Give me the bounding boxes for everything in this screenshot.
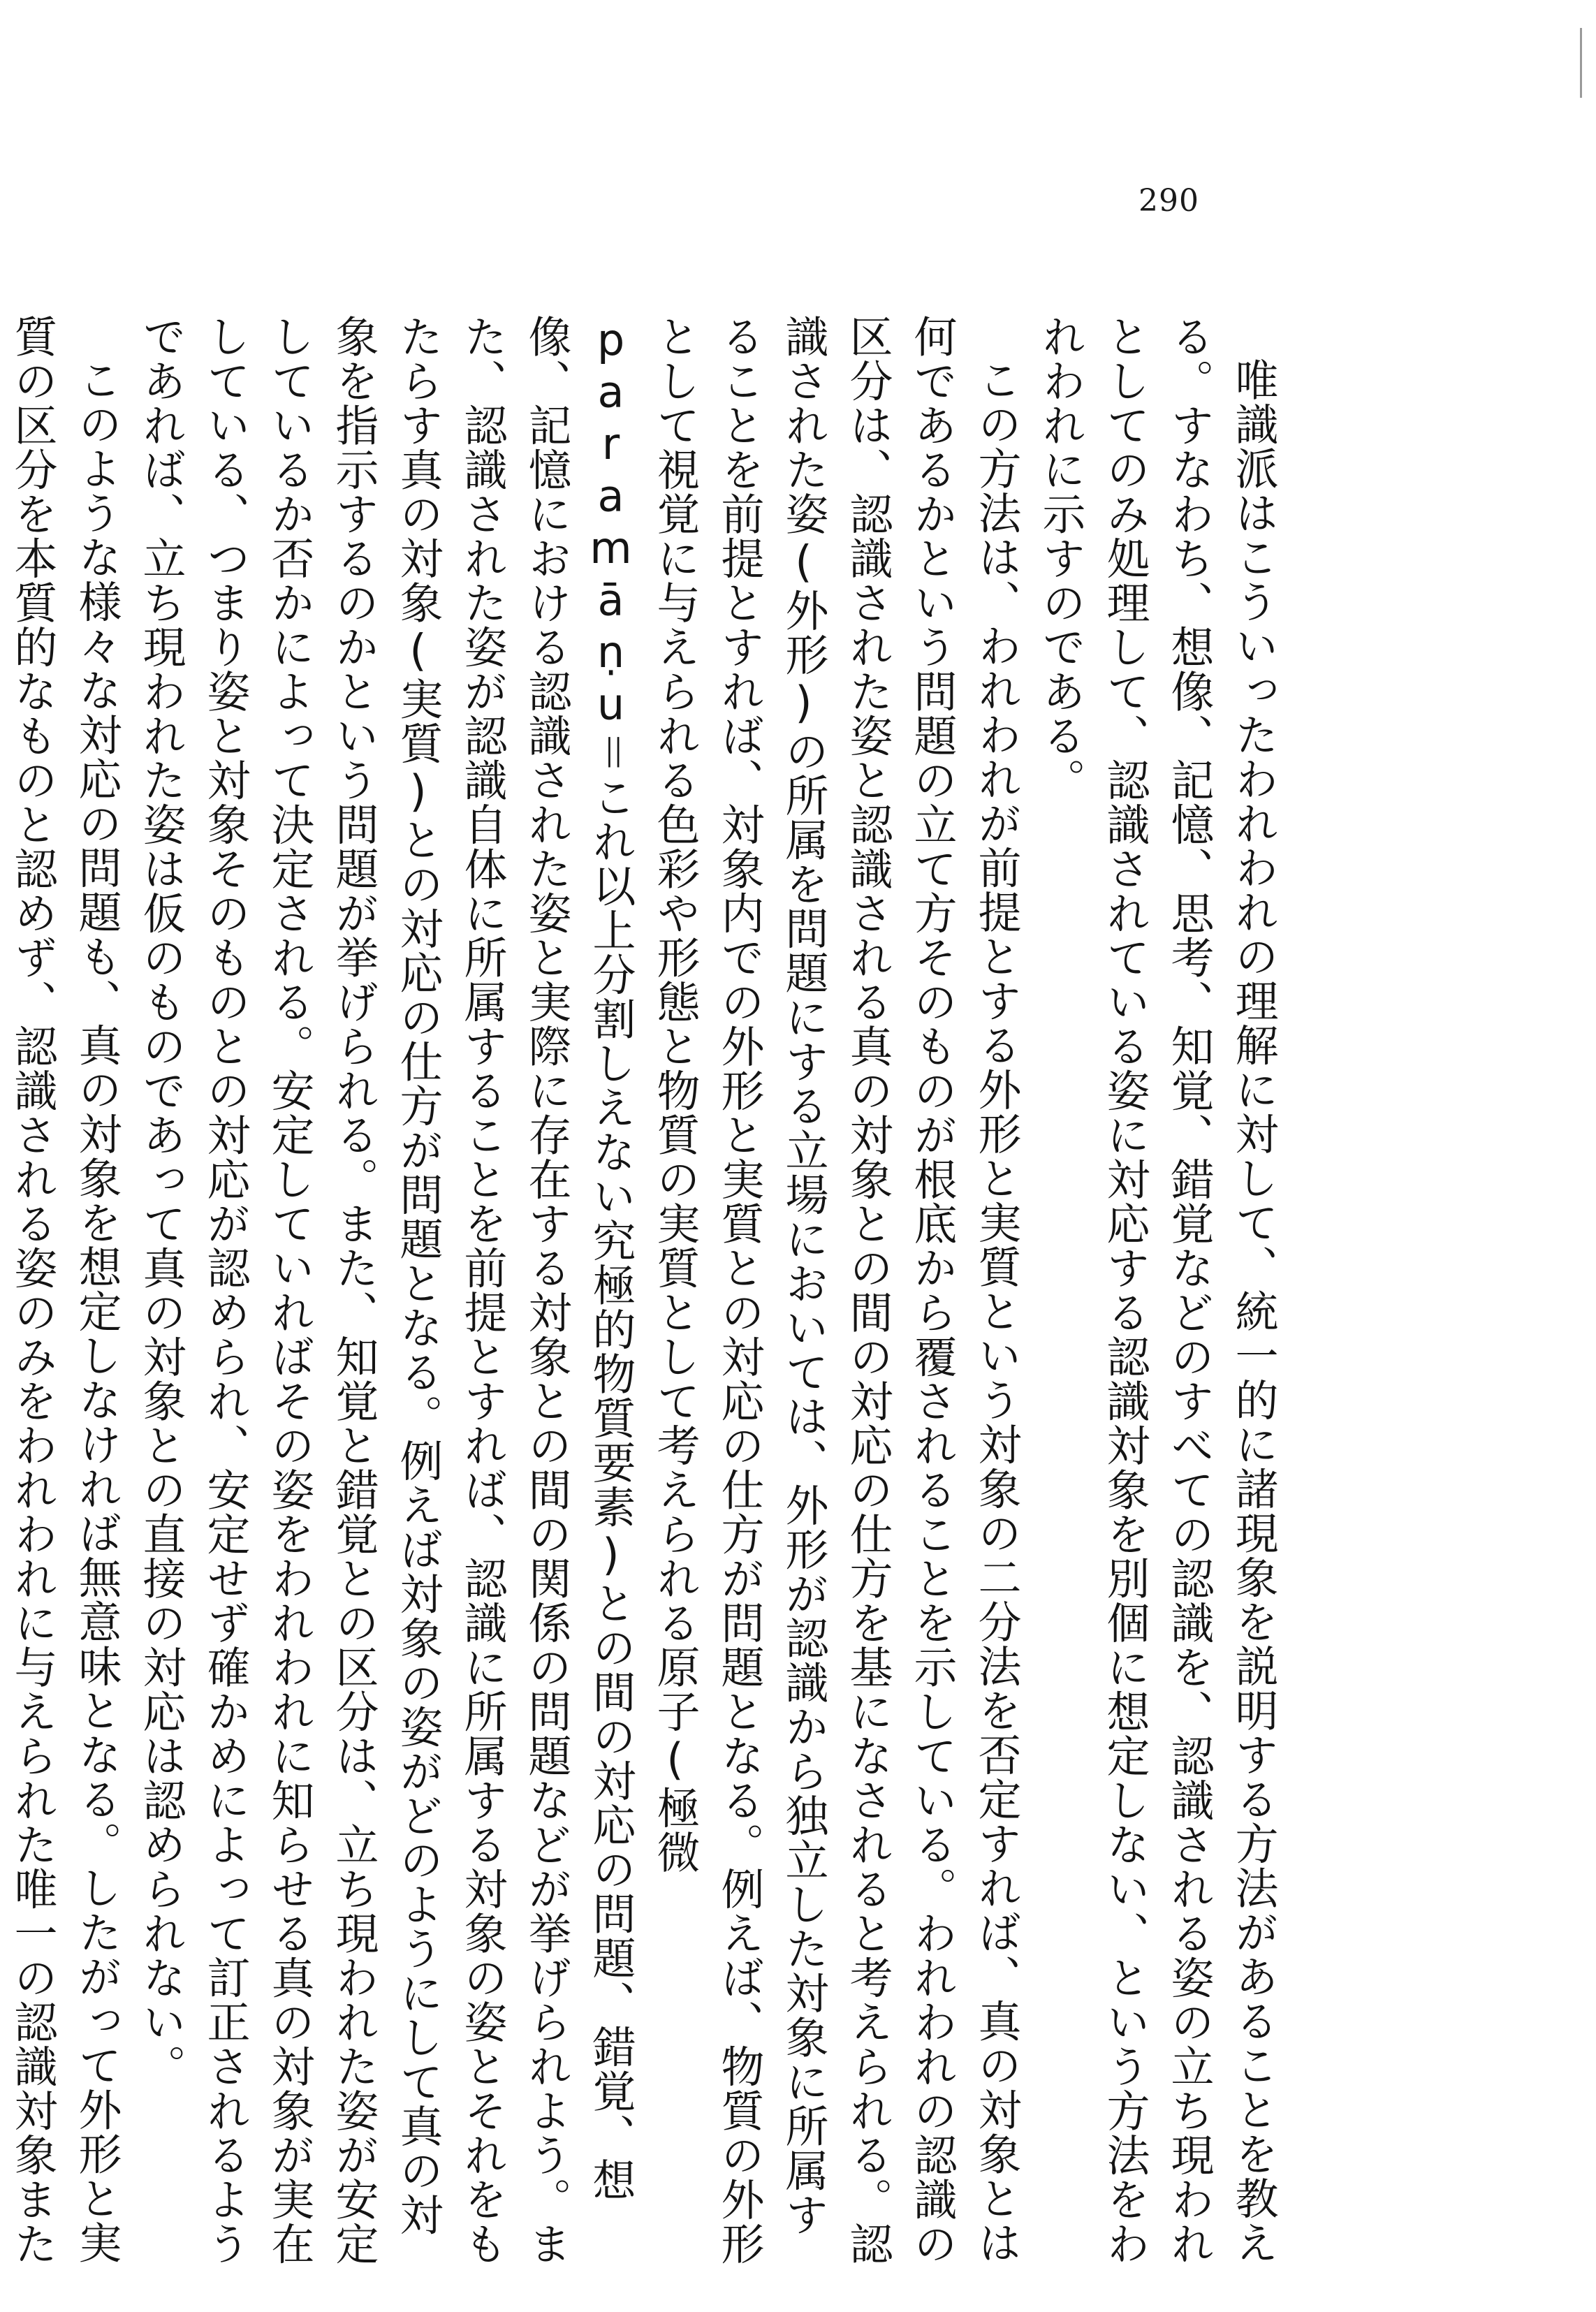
page-number: 290 [1139,183,1199,219]
paragraph-1: 唯識派はこういったわれわれの理解に対して、統一的に諸現象を説明する方法があることを教える。すなわち、想像、記憶、思考、知覚、錯覚などのすべての認識を、認識される姿の立ち現われとしてのみ処理して、認識されている姿に対応する認識対象を別個に想定しない、という方法をわれわれに示すのである。 [1035,314,1279,2266]
paragraph-2: この方法は、われわれが前提とする外形と実質という対象の二分法を否定すれば、真の対象とは何であるかという問題の立て方そのものが根底から覆されることを示している。われわれの認識の区分は、認識された姿と認識される真の対象との間の対応の仕方を基になされると考えられる。認識された姿(外形)の所属を問題にする立場においては、外形が認識から独立した対象に所属することを前提とすれば、対象内での外形と実質との対応の仕方が問題となる。例えば、物質の外形として視覚に与えられる色彩や形態と物質の実質として考えられる原子(極微 paramāṇu＝これ以上分割しえない究極的物質要素)との間の対応の問題、錯覚、想像、記憶における認識された姿と実際に存在する対象との間の関係の問題などが挙げられよう。また、認識された姿が認識自体に所属することを前提とすれば、認識に所属する対象の姿とそれをもたらす真の対象(実質)との対応の仕方が問題となる。例えば対象の姿がどのようにして真の対象を指示するのかという問題が挙げられる。また、知覚と錯覚との区分は、立ち現われた姿が安定しているか否かによって決定される。安定していればその姿をわれわれに知らせる真の対象が実在している、つまり姿と対象そのものとの対応が認められ、安定せず確かめによって訂正されるようであれば、立ち現われた姿は仮のものであって真の対象との直接の対応は認められない。 [136,314,1022,2266]
vertical-text-body [7,314,1285,2270]
paragraph-3: このような様々な対応の問題も、真の対象を想定しなければ無意味となる。したがって外形と実質の区分を本質的なものと認めず、認識される姿のみをわれわれに与えられた唯一の認識対象また [7,314,122,2266]
page-edge-line [1580,28,1582,98]
